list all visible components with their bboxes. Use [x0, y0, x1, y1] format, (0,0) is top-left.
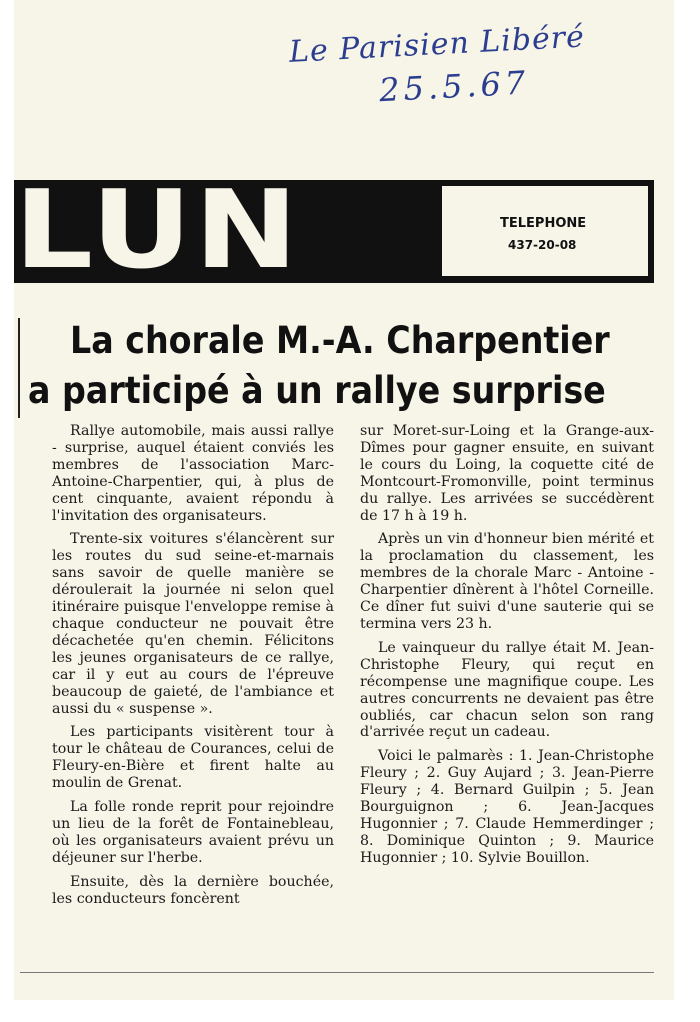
paragraph-continuation: sur Moret-sur-Loing et la Grange-aux-Dîmes pour gagner ensuite, en suivant le cours du Loing, la coquette cité de Montcourt-Fromonville, point terminus du rallye. Les arrivées se succédèrent de 17 h à 19 h.: [360, 423, 654, 524]
telephone-box: [440, 184, 650, 278]
paragraph: La folle ronde reprit pour rejoindre un lieu de la forêt de Fontainebleau, où les organisateurs avaient prévu un déjeuner sur l'herbe.: [52, 799, 334, 866]
masthead-word: LUN: [14, 168, 301, 293]
masthead-banner: [14, 168, 654, 293]
paragraph: Après un vin d'honneur bien mérité et la proclamation du classement, les membres de la chorale Marc - Antoine - Charpentier dînèrent à l'hôtel Corneille. Ce dîner fut suivi d'une sauterie qui se termina vers 23 h.: [360, 531, 654, 632]
handwritten-source: Le Parisien Libéré: [288, 19, 586, 70]
headline-line-2: a participé à un rallye surprise: [28, 369, 606, 412]
paragraph: Ensuite, dès la dernière bouchée, les conducteurs foncèrent: [52, 873, 334, 907]
article-column-right: [360, 423, 654, 874]
paragraph: Voici le palmarès : 1. Jean-Christophe Fleury ; 2. Guy Aujard ; 3. Jean-Pierre Fleury ; 4. Bernard Guilpin ; 5. Jean Bourguignon ; 6. Jean-Jacques Hugonnier ; 7. Claude Hemmerdinger ; 8. Dominique Quinton ; 9. Maurice Hugonnier ; 10. Sylvie Bouillon.: [360, 748, 654, 866]
bottom-rule: [20, 972, 654, 973]
article-column-left: [52, 423, 334, 914]
telephone-label: TELEPHONE: [500, 216, 587, 231]
telephone-number: 437-20-08: [508, 238, 577, 252]
paragraph: Trente-six voitures s'élancèrent sur les routes du sud seine-et-marnais sans savoir de quelle manière se déroulerait la journée ni selon quel itinéraire puisque l'enveloppe remise à chaque conducteur ne pouvait être décachetée qu'en chemin. Félicitons les jeunes organisateurs de ce rallye, car il y eut au cours de l'épreuve beaucoup de gaieté, de l'ambiance et aussi du « suspense ».: [52, 531, 334, 717]
paragraph: Le vainqueur du rallye était M. Jean-Christophe Fleury, qui reçut en récompense une magnifique coupe. Les autres concurrents ne devaient pas être oubliés, car chacun selon son rang d'arrivée reçut un cadeau.: [360, 639, 654, 741]
handwritten-date: 25.5.67: [378, 63, 531, 110]
article-headline: [20, 316, 660, 416]
paragraph: Rallye automobile, mais aussi rallye - surprise, auquel étaient conviés les membres de l'association Marc-Antoine-Charpentier, qui, à plus de cent cinquante, avaient répondu à l'invitation des organisateurs.: [52, 423, 334, 524]
headline-line-1: La chorale M.-A. Charpentier: [70, 319, 610, 362]
paragraph: Les participants visitèrent tour à tour le château de Courances, celui de Fleury-en-Bière et firent halte au moulin de Grenat.: [52, 724, 334, 792]
